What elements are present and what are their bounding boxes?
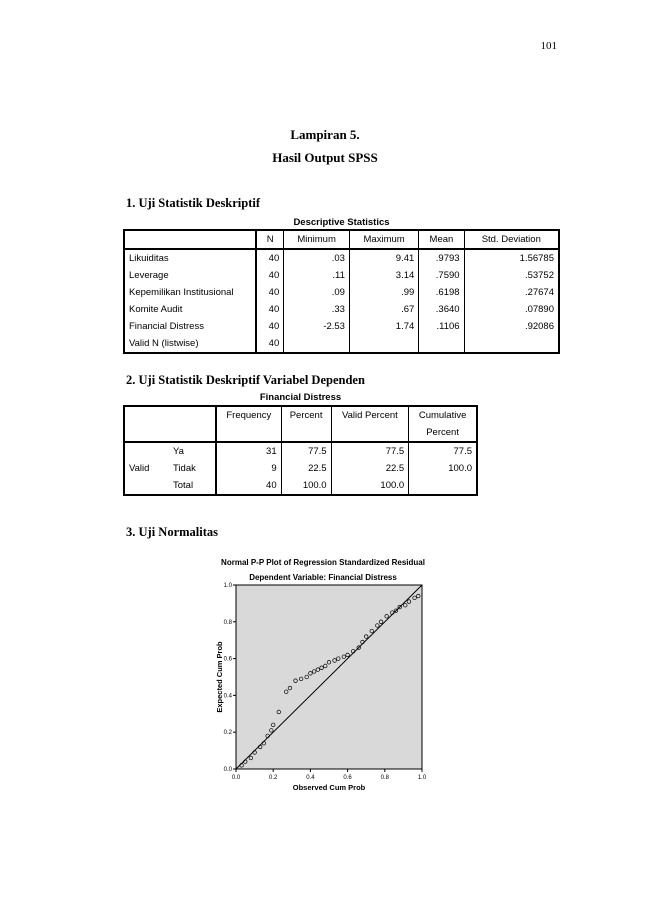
row-label: Valid N (listwise) bbox=[129, 338, 199, 349]
header-minimum: Minimum bbox=[284, 230, 350, 249]
row-label: Financial Distress bbox=[129, 321, 204, 332]
header-std-deviation: Std. Deviation bbox=[464, 230, 559, 249]
cell-maximum: .67 bbox=[349, 301, 418, 318]
header-maximum: Maximum bbox=[349, 230, 418, 249]
page-subtitle: Hasil Output SPSS bbox=[272, 150, 378, 165]
section-heading-3: 3. Uji Normalitas bbox=[126, 525, 218, 539]
page-number: 101 bbox=[540, 40, 557, 52]
row-label: Tidak bbox=[173, 463, 196, 474]
group-label: Valid bbox=[129, 463, 150, 474]
cell-n: 40 bbox=[256, 267, 284, 284]
cell-mean: .1106 bbox=[419, 318, 464, 335]
cell-frequency: 9 bbox=[216, 460, 281, 477]
cell-minimum: .33 bbox=[284, 301, 350, 318]
cell-n: 40 bbox=[256, 249, 284, 267]
x-tick-label: 0.4 bbox=[306, 775, 315, 781]
y-tick-label: 0.8 bbox=[223, 619, 232, 626]
chart-subtitle: Dependent Variable: Financial Distress bbox=[249, 573, 397, 582]
x-tick-label: 0.0 bbox=[231, 775, 241, 781]
cell-maximum: 1.74 bbox=[349, 318, 418, 335]
row-label: Ya bbox=[173, 446, 184, 457]
cell-minimum: -2.53 bbox=[284, 318, 350, 335]
cell-n: 40 bbox=[256, 301, 284, 318]
row-label: Kepemilikan Institusional bbox=[129, 287, 234, 298]
section-heading-1: 1. Uji Statistik Deskriptif bbox=[126, 196, 261, 210]
y-tick-label: 0.2 bbox=[223, 730, 232, 737]
cell-n: 40 bbox=[256, 284, 284, 301]
header-valid-percent: Valid Percent bbox=[331, 406, 409, 424]
cell-n: 40 bbox=[256, 335, 284, 353]
row-label: Leverage bbox=[129, 270, 169, 281]
y-tick-label: 0.0 bbox=[223, 767, 232, 773]
header-cumulative-percent: Percent bbox=[409, 424, 477, 442]
header-percent: Percent bbox=[281, 406, 331, 424]
cell-percent: 22.5 bbox=[281, 460, 331, 477]
cell-valid-percent: 100.0 bbox=[331, 477, 409, 495]
x-tick-label: 0.6 bbox=[343, 775, 352, 781]
cell-valid-percent: 77.5 bbox=[331, 442, 409, 460]
x-tick-label: 0.2 bbox=[269, 775, 278, 781]
cell-frequency: 31 bbox=[216, 442, 281, 460]
cell-std-deviation: .53752 bbox=[464, 267, 559, 284]
cell-mean: .9793 bbox=[419, 249, 464, 267]
header-frequency: Frequency bbox=[216, 406, 281, 424]
x-tick-label: 0.8 bbox=[380, 775, 389, 781]
cell-cumulative-percent: 77.5 bbox=[409, 442, 477, 460]
cell-percent: 100.0 bbox=[281, 477, 331, 495]
y-tick-label: 0.4 bbox=[223, 693, 232, 700]
y-tick-label: 0.6 bbox=[223, 656, 232, 663]
header-cumulative: Cumulative bbox=[409, 406, 477, 424]
header-mean: Mean bbox=[419, 230, 464, 249]
cell-percent: 77.5 bbox=[281, 442, 331, 460]
cell-mean: .6198 bbox=[419, 284, 464, 301]
page-title: Lampiran 5. bbox=[290, 127, 360, 142]
table-caption: Financial Distress bbox=[259, 392, 342, 403]
row-label: Komite Audit bbox=[129, 304, 183, 315]
cell-n: 40 bbox=[256, 318, 284, 335]
cell-std-deviation: 1.56785 bbox=[464, 249, 559, 267]
x-axis-label: Observed Cum Prob bbox=[292, 783, 366, 792]
header-n: N bbox=[256, 230, 284, 249]
cell-minimum: .11 bbox=[284, 267, 350, 284]
cell-minimum: .03 bbox=[284, 249, 350, 267]
cell-maximum: .99 bbox=[349, 284, 418, 301]
chart-title: Normal P-P Plot of Regression Standardized Residual bbox=[221, 558, 425, 567]
table-caption: Descriptive Statistics bbox=[293, 217, 390, 228]
cell-maximum: 9.41 bbox=[349, 249, 418, 267]
cell-frequency: 40 bbox=[216, 477, 281, 495]
x-tick-label: 1.0 bbox=[417, 775, 427, 781]
cell-mean: .7590 bbox=[419, 267, 464, 284]
section-heading-2: 2. Uji Statistik Deskriptif Variabel Dependen bbox=[126, 373, 365, 387]
cell-std-deviation: .92086 bbox=[464, 318, 559, 335]
cell-minimum: .09 bbox=[284, 284, 350, 301]
cell-mean: .3640 bbox=[419, 301, 464, 318]
row-label: Likuiditas bbox=[129, 253, 169, 264]
row-label: Total bbox=[173, 480, 194, 491]
cell-std-deviation: .27674 bbox=[464, 284, 559, 301]
y-axis-label: Expected Cum Prob bbox=[215, 641, 224, 713]
y-tick-label: 1.0 bbox=[223, 583, 232, 589]
cell-std-deviation: .07890 bbox=[464, 301, 559, 318]
cell-cumulative-percent: 100.0 bbox=[409, 460, 477, 477]
cell-maximum: 3.14 bbox=[349, 267, 418, 284]
cell-valid-percent: 22.5 bbox=[331, 460, 409, 477]
